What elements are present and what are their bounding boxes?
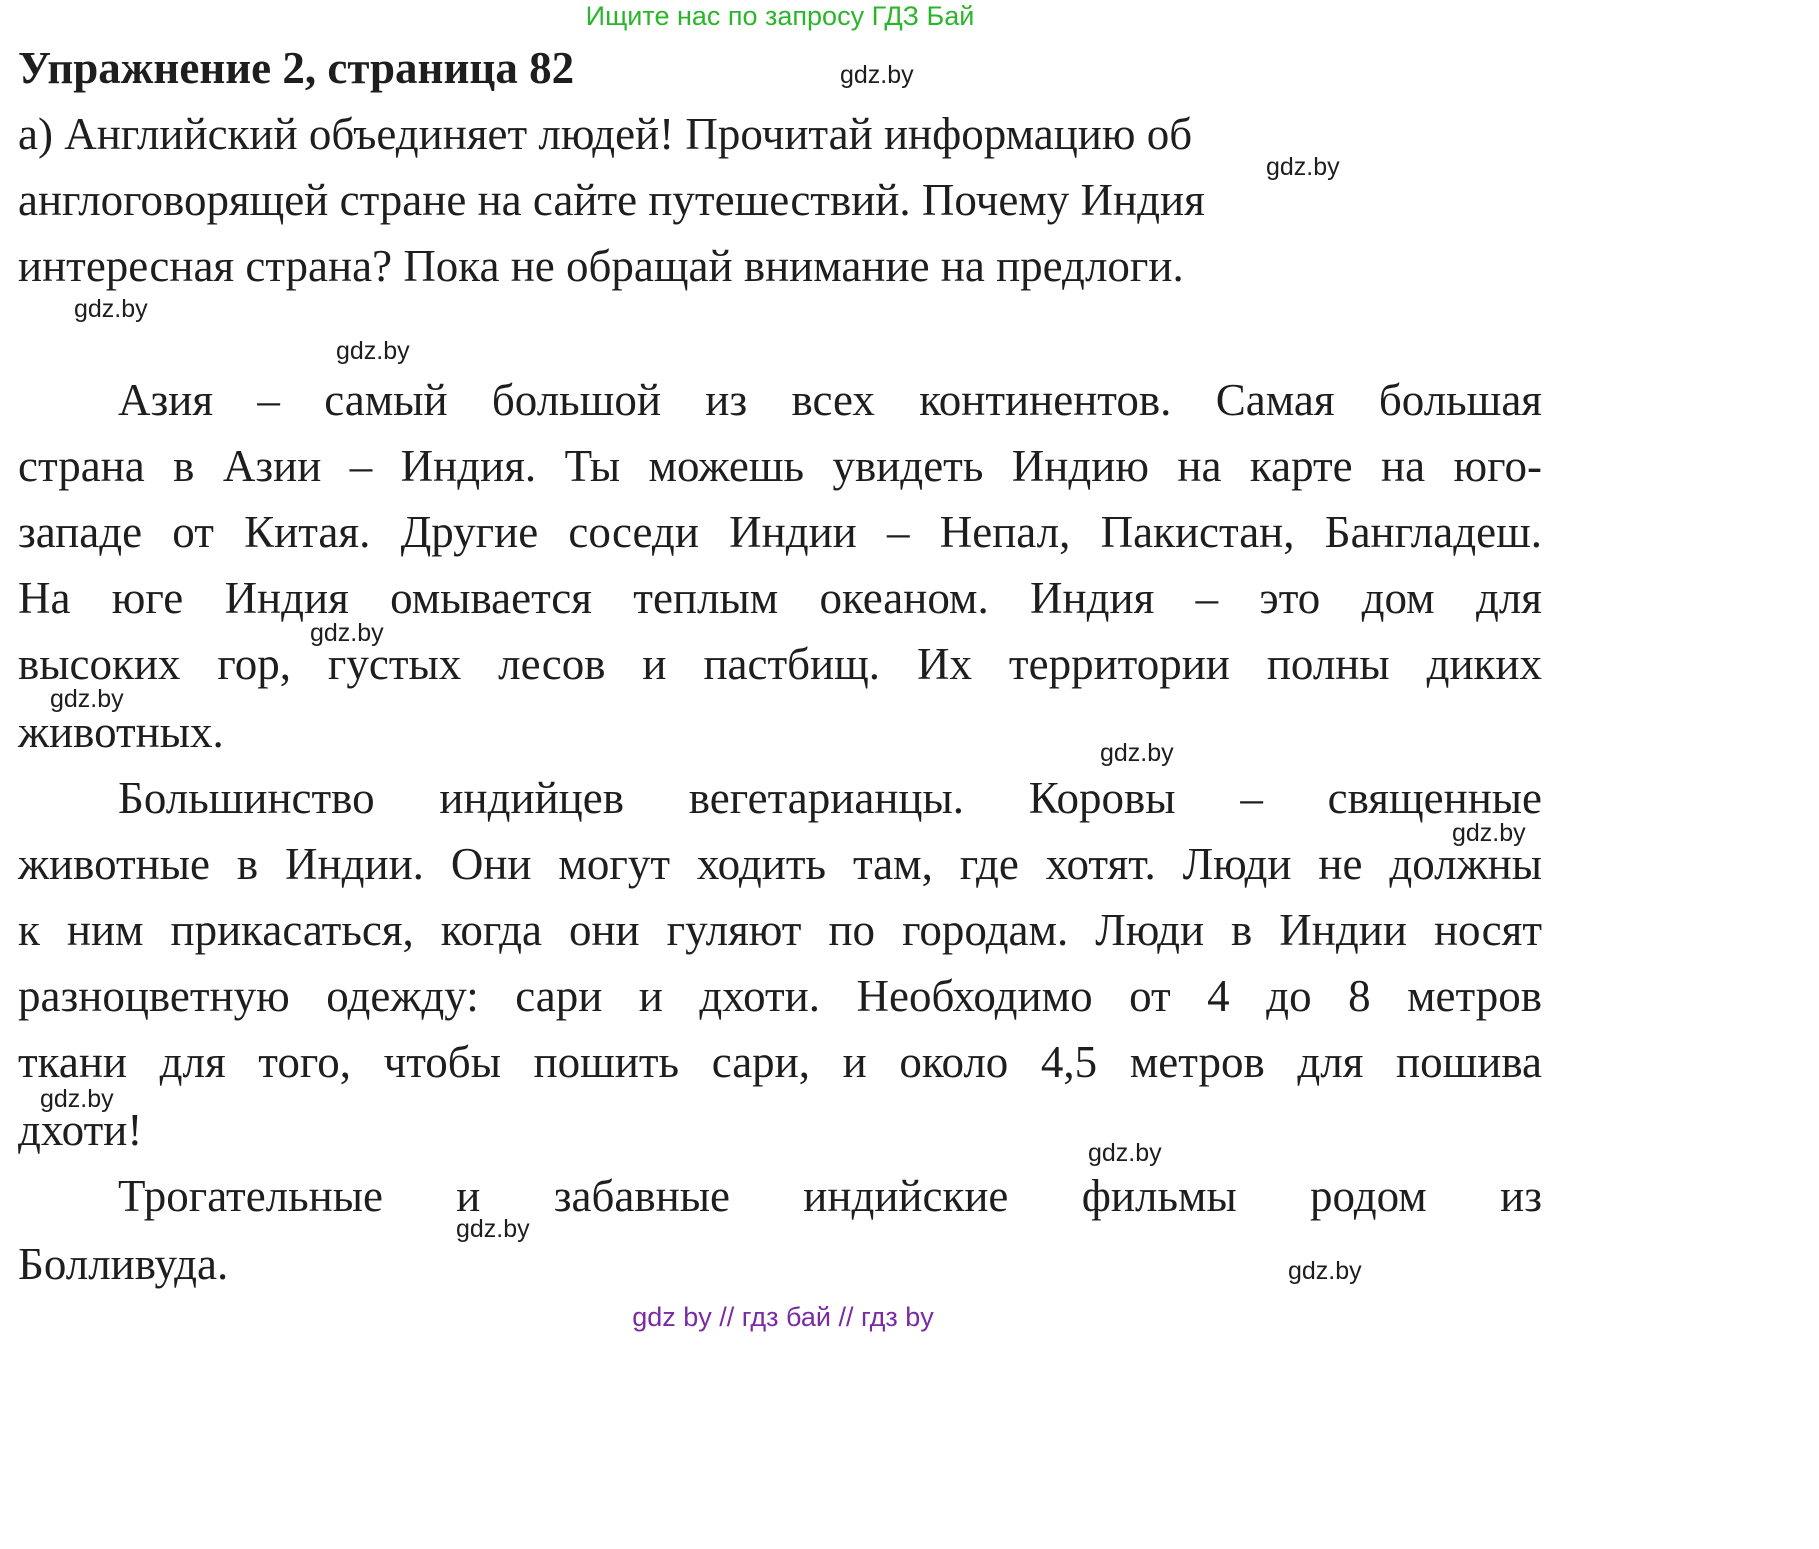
paragraph-line: животные в Индии. Они могут ходить там, где хотят. Люди не должны	[18, 839, 1542, 889]
paragraph-line: Большинство индийцев вегетарианцы. Коровы – священные	[118, 773, 1542, 823]
paragraph-line: страна в Азии – Индия. Ты можешь увидеть Индию на карте на юго-	[18, 441, 1542, 491]
paragraph-line: к ним прикасаться, когда они гуляют по городам. Люди в Индии носят	[18, 905, 1542, 955]
footer-watermark: gdz by // гдз бай // гдз by	[632, 1302, 934, 1332]
search-banner: Ищите нас по запросу ГДЗ Бай	[585, 1, 975, 31]
watermark: gdz.by	[74, 295, 148, 323]
watermark: gdz.by	[50, 685, 124, 713]
task-line: англоговорящей стране на сайте путешествий. Почему Индия	[18, 175, 1205, 225]
paragraph-line: дхоти!	[18, 1105, 143, 1155]
watermark: gdz.by	[1266, 153, 1340, 181]
watermark: gdz.by	[40, 1085, 114, 1113]
task-line: а) Английский объединяет людей! Прочитай информацию об	[18, 109, 1193, 159]
paragraph-line: разноцветную одежду: сари и дхоти. Необходимо от 4 до 8 метров	[18, 971, 1542, 1021]
watermark: gdz.by	[456, 1215, 530, 1243]
watermark: gdz.by	[840, 61, 914, 89]
watermark: gdz.by	[1088, 1139, 1162, 1167]
exercise-title: Упражнение 2, страница 82	[18, 43, 575, 93]
paragraph-line: западе от Китая. Другие соседи Индии – Непал, Пакистан, Бангладеш.	[18, 507, 1542, 557]
paragraph-line: Трогательные и забавные индийские фильмы родом из	[118, 1171, 1542, 1221]
task-line: интересная страна? Пока не обращай внимание на предлоги.	[18, 241, 1184, 291]
watermark: gdz.by	[1288, 1257, 1362, 1285]
watermark: gdz.by	[1100, 739, 1174, 767]
paragraph-line: ткани для того, чтобы пошить сари, и около 4,5 метров для пошива	[18, 1037, 1542, 1087]
paragraph-line: высоких гор, густых лесов и пастбищ. Их территории полны диких	[18, 639, 1542, 689]
paragraph-line: На юге Индия омывается теплым океаном. Индия – это дом для	[18, 573, 1542, 623]
paragraph-line: Болливуда.	[18, 1239, 229, 1289]
paragraph-line: животных.	[18, 707, 224, 757]
watermark: gdz.by	[310, 619, 384, 647]
paragraph-line: Азия – самый большой из всех континентов. Самая большая	[118, 375, 1542, 425]
watermark: gdz.by	[336, 337, 410, 365]
watermark: gdz.by	[1452, 819, 1526, 847]
